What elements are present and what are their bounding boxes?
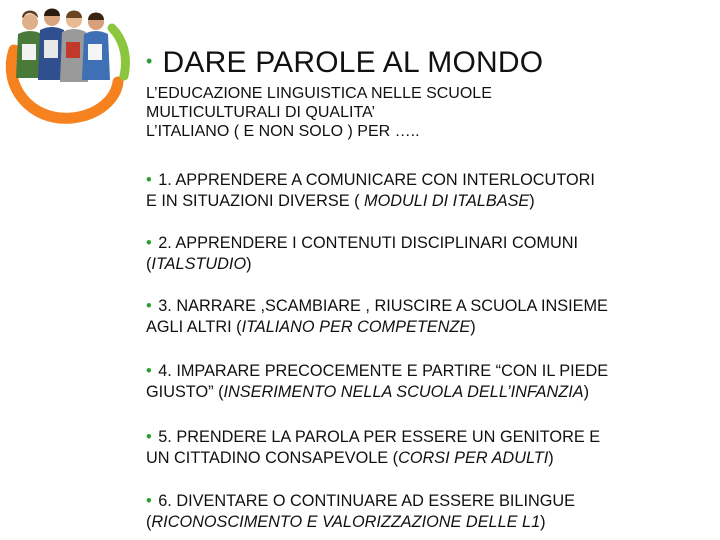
- item-bullet: •: [146, 297, 152, 315]
- student-figure-4: [82, 13, 110, 81]
- item-bullet: •: [146, 362, 152, 380]
- item-bullet: •: [146, 428, 152, 446]
- item-line-2-pre: E IN SITUAZIONI DIVERSE (: [146, 192, 365, 210]
- swirl-green-arc: [112, 28, 126, 76]
- list-item-1: [146, 170, 711, 212]
- title-text: DARE PAROLE AL MONDO: [162, 46, 544, 79]
- item-line-1: 4. IMPARARE PRECOCEMENTE E PARTIRE “CON IL PIEDE: [158, 362, 609, 380]
- list-item-5: [146, 427, 711, 469]
- item-line-1: 1. APPRENDERE A COMUNICARE CON INTERLOCUTORI: [158, 171, 595, 189]
- title-bullet: •: [146, 51, 153, 71]
- item-line-2-em: RICONOSCIMENTO E VALORIZZAZIONE DELLE L1: [151, 513, 541, 531]
- slide-title: [146, 46, 543, 80]
- item-line-2-post: ): [246, 255, 252, 273]
- item-line-2-post: ): [548, 449, 554, 467]
- item-line-2-em: INSERIMENTO NELLA SCUOLA DELL’INFANZIA: [223, 383, 584, 401]
- item-line-2-em: MODULI DI ITALBASE: [364, 192, 530, 210]
- item-line-1: 2. APPRENDERE I CONTENUTI DISCIPLINARI COMUNI: [158, 234, 578, 252]
- item-line-2-post: ): [583, 383, 590, 401]
- subtitle-block: [146, 84, 492, 141]
- item-line-2-em: CORSI PER ADULTI: [398, 449, 549, 467]
- list-item-2: [146, 233, 711, 275]
- students-group-swirl-logo: [0, 0, 140, 130]
- item-line-2-post: ): [540, 513, 546, 531]
- subtitle-line-3: L’ITALIANO ( E NON SOLO ) PER …..: [146, 123, 420, 140]
- item-line-1: 3. NARRARE ,SCAMBIARE , RIUSCIRE A SCUOLA INSIEME: [158, 297, 608, 315]
- item-line-1: 5. PRENDERE LA PAROLA PER ESSERE UN GENITORE E: [158, 428, 601, 446]
- item-line-1: 6. DIVENTARE O CONTINUARE AD ESSERE BILINGUE: [158, 492, 576, 510]
- subtitle-line-2: MULTICULTURALI DI QUALITA’: [146, 104, 376, 121]
- item-line-2-pre: GIUSTO” (: [146, 383, 224, 401]
- item-line-2-pre: (: [146, 255, 152, 273]
- item-bullet: •: [146, 234, 152, 252]
- item-line-2-pre: (: [146, 513, 152, 531]
- list-item-6: [146, 491, 711, 533]
- item-line-2-post: ): [470, 318, 476, 336]
- item-bullet: •: [146, 492, 152, 510]
- subtitle-line-1: L’EDUCAZIONE LINGUISTICA NELLE SCUOLE: [146, 85, 492, 102]
- item-line-2-post: ): [529, 192, 535, 210]
- item-line-2-pre: AGLI ALTRI (: [146, 318, 242, 336]
- list-item-4: [146, 361, 711, 403]
- item-bullet: •: [146, 171, 152, 189]
- item-line-2-em: ITALIANO PER COMPETENZE: [241, 318, 471, 336]
- item-line-2-em: ITALSTUDIO: [151, 255, 247, 273]
- list-item-3: [146, 296, 711, 338]
- item-line-2-pre: UN CITTADINO CONSAPEVOLE (: [146, 449, 399, 467]
